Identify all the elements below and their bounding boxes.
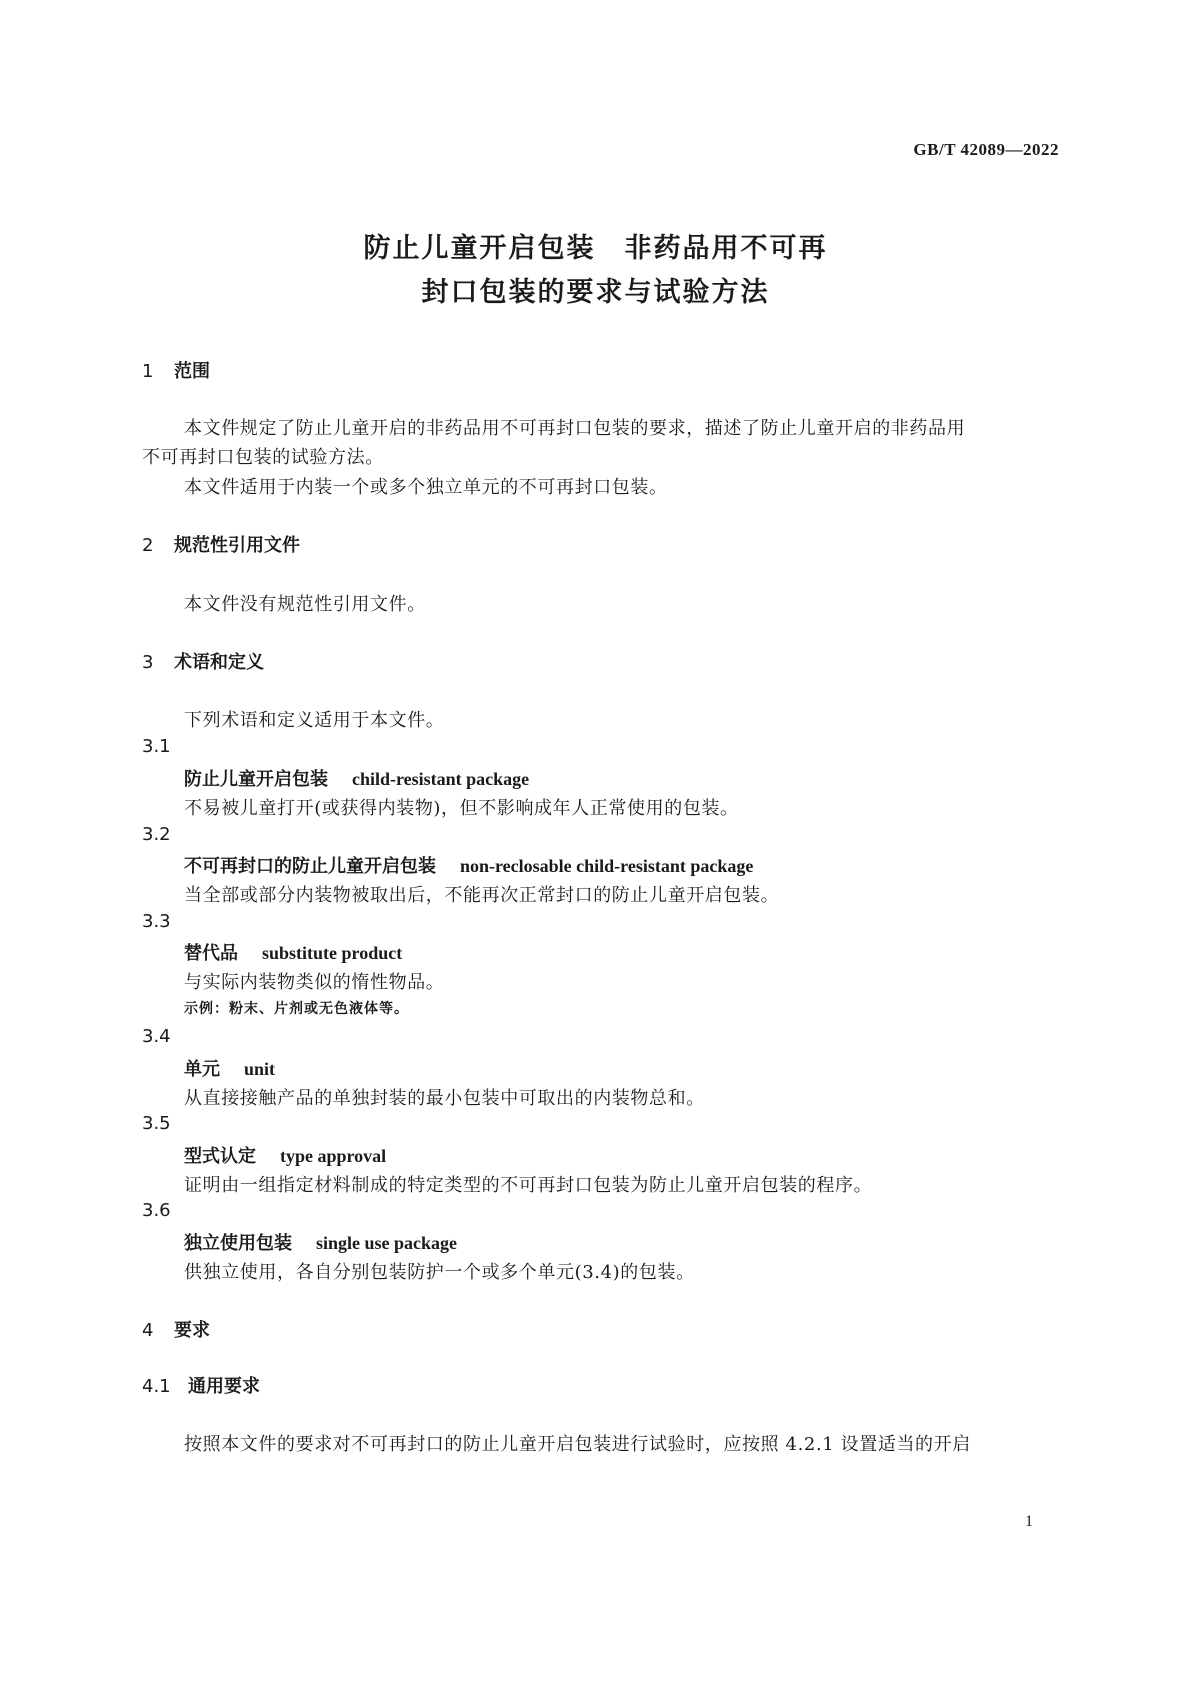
page-number: 1	[1025, 1513, 1033, 1530]
section-number: 2	[142, 535, 154, 556]
term-zh: 单元	[184, 1059, 220, 1080]
term-heading	[184, 1055, 275, 1081]
paragraph: 本文件没有规范性引用文件。	[184, 594, 426, 615]
section-title: 范围	[174, 361, 210, 382]
paragraph: 下列术语和定义适用于本文件。	[184, 710, 445, 731]
section-number: 1	[142, 361, 154, 382]
subsection-title: 通用要求	[188, 1376, 260, 1397]
section-number: 3	[142, 652, 154, 673]
term-heading	[184, 1229, 457, 1255]
term-definition: 不易被儿童打开(或获得内装物)，但不影响成年人正常使用的包装。	[184, 798, 739, 819]
term-example: 示例：粉末、片剂或无色液体等。	[184, 1001, 409, 1017]
paragraph: 本文件规定了防止儿童开启的非药品用不可再封口包装的要求，描述了防止儿童开启的非药品用	[184, 418, 966, 439]
term-zh: 型式认定	[184, 1146, 256, 1167]
document-title-line2: 封口包装的要求与试验方法	[421, 277, 770, 308]
section-heading-1	[142, 357, 210, 383]
term-heading	[184, 1142, 386, 1168]
document-title-line1: 防止儿童开启包装 非药品用不可再	[363, 233, 828, 264]
term-en: non-reclosable child-resistant package	[460, 856, 754, 876]
standard-code: GB/T 42089—2022	[913, 140, 1059, 159]
subsection-heading-4-1	[142, 1372, 260, 1398]
section-heading-2	[142, 531, 300, 557]
term-heading	[184, 852, 753, 878]
term-number: 3.1	[142, 736, 171, 757]
term-en: type approval	[280, 1146, 387, 1166]
term-definition: 当全部或部分内装物被取出后，不能再次正常封口的防止儿童开启包装。	[184, 885, 780, 906]
term-definition: 从直接接触产品的单独封装的最小包装中可取出的内装物总和。	[184, 1088, 705, 1109]
term-zh: 不可再封口的防止儿童开启包装	[184, 856, 436, 877]
term-zh: 独立使用包装	[184, 1233, 292, 1254]
term-number: 3.3	[142, 911, 171, 932]
section-number: 4	[142, 1320, 154, 1341]
term-number: 3.2	[142, 824, 171, 845]
term-number: 3.6	[142, 1200, 171, 1221]
subsection-number: 4.1	[142, 1376, 171, 1397]
paragraph: 本文件适用于内装一个或多个独立单元的不可再封口包装。	[184, 477, 668, 498]
section-heading-3	[142, 648, 264, 674]
section-title: 要求	[174, 1320, 210, 1341]
section-heading-4	[142, 1316, 210, 1342]
term-en: unit	[244, 1059, 276, 1079]
term-number: 3.4	[142, 1026, 171, 1047]
term-number: 3.5	[142, 1113, 171, 1134]
term-definition: 供独立使用，各自分别包装防护一个或多个单元(3.4)的包装。	[184, 1262, 695, 1283]
paragraph-continuation: 不可再封口包装的试验方法。	[142, 447, 384, 468]
term-heading	[184, 765, 529, 791]
paragraph: 按照本文件的要求对不可再封口的防止儿童开启包装进行试验时，应按照 4.2.1 设置适当的开启	[184, 1434, 971, 1455]
term-definition: 证明由一组指定材料制成的特定类型的不可再封口包装为防止儿童开启包装的程序。	[184, 1175, 873, 1196]
term-heading	[184, 939, 402, 965]
section-title: 规范性引用文件	[174, 535, 300, 556]
term-en: child-resistant package	[352, 769, 530, 789]
term-zh: 防止儿童开启包装	[184, 769, 328, 790]
section-title: 术语和定义	[174, 652, 264, 673]
term-en: substitute product	[262, 943, 403, 963]
term-zh: 替代品	[184, 943, 238, 964]
term-definition: 与实际内装物类似的惰性物品。	[184, 972, 445, 993]
term-en: single use package	[316, 1233, 458, 1253]
